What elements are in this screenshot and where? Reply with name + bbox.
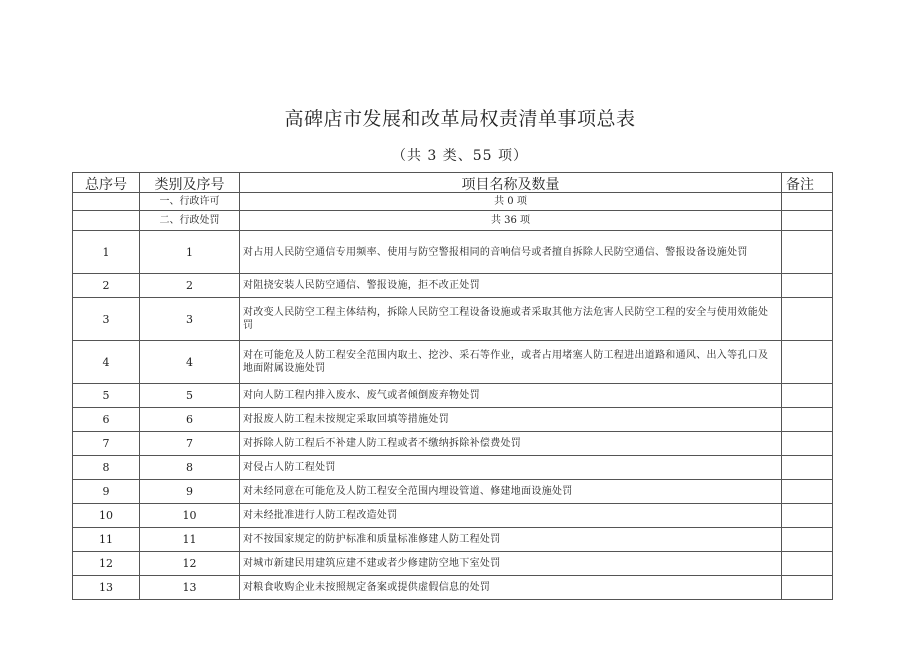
row-item-name: 对拆除人防工程后不补建人防工程或者不缴纳拆除补偿费处罚 [240, 432, 782, 456]
row-seq: 5 [73, 384, 140, 408]
table-row [73, 528, 833, 552]
row-sub-seq: 2 [140, 274, 240, 298]
note-cell [782, 341, 833, 384]
row-item-name: 对报废人防工程未按规定采取回填等措施处罚 [240, 408, 782, 432]
category-label: 二、行政处罚 [140, 211, 240, 231]
row-seq: 2 [73, 274, 140, 298]
row-sub-seq: 4 [140, 341, 240, 384]
table-row [73, 480, 833, 504]
row-item-name: 对改变人民防空工程主体结构，拆除人民防空工程设备设施或者采取其他方法危害人民防空工程的安全与使用效能处罚 [240, 298, 782, 341]
category-seq-cell [73, 211, 140, 231]
category-row [73, 193, 833, 211]
table-row [73, 231, 833, 274]
note-cell [782, 504, 833, 528]
table-row [73, 456, 833, 480]
table-row [73, 341, 833, 384]
table-row [73, 552, 833, 576]
note-cell [782, 298, 833, 341]
note-cell [782, 211, 833, 231]
category-label: 一、行政许可 [140, 193, 240, 211]
note-cell [782, 274, 833, 298]
row-seq: 6 [73, 408, 140, 432]
table-row [73, 298, 833, 341]
table-row [73, 274, 833, 298]
note-cell [782, 408, 833, 432]
note-cell [782, 193, 833, 211]
category-row [73, 211, 833, 231]
row-item-name: 对未经同意在可能危及人防工程安全范围内埋设管道、修建地面设施处罚 [240, 480, 782, 504]
table-row [73, 504, 833, 528]
row-seq: 4 [73, 341, 140, 384]
row-seq: 12 [73, 552, 140, 576]
row-sub-seq: 7 [140, 432, 240, 456]
table-row [73, 408, 833, 432]
row-seq: 11 [73, 528, 140, 552]
row-item-name: 对阻挠安装人民防空通信、警报设施，拒不改正处罚 [240, 274, 782, 298]
row-sub-seq: 3 [140, 298, 240, 341]
header-name: 项目名称及数量 [240, 173, 782, 193]
row-sub-seq: 12 [140, 552, 240, 576]
document-subtitle: （共 3 类、55 项） [391, 148, 529, 164]
row-item-name: 对粮食收购企业未按照规定备案或提供虚假信息的处罚 [240, 576, 782, 600]
note-cell [782, 384, 833, 408]
row-item-name: 对不按国家规定的防护标准和质量标准修建人防工程处罚 [240, 528, 782, 552]
row-sub-seq: 6 [140, 408, 240, 432]
document-title: 高碑店市发展和改革局权责清单事项总表 [284, 108, 636, 130]
category-count: 共 0 项 [240, 193, 782, 211]
row-sub-seq: 8 [140, 456, 240, 480]
note-cell [782, 552, 833, 576]
category-seq-cell [73, 193, 140, 211]
row-item-name: 对占用人民防空通信专用频率、使用与防空警报相同的音响信号或者擅自拆除人民防空通信、警报设备设施处罚 [240, 231, 782, 274]
row-item-name: 对城市新建民用建筑应建不建或者少修建防空地下室处罚 [240, 552, 782, 576]
row-seq: 10 [73, 504, 140, 528]
row-item-name: 对侵占人防工程处罚 [240, 456, 782, 480]
row-item-name: 对未经批准进行人防工程改造处罚 [240, 504, 782, 528]
row-sub-seq: 10 [140, 504, 240, 528]
row-sub-seq: 13 [140, 576, 240, 600]
row-seq: 7 [73, 432, 140, 456]
note-cell [782, 231, 833, 274]
table-row [73, 384, 833, 408]
note-cell [782, 480, 833, 504]
responsibility-table [72, 172, 833, 600]
row-sub-seq: 9 [140, 480, 240, 504]
note-cell [782, 528, 833, 552]
row-sub-seq: 11 [140, 528, 240, 552]
row-seq: 1 [73, 231, 140, 274]
table-header-row [73, 173, 833, 193]
table-row [73, 432, 833, 456]
header-seq: 总序号 [73, 173, 140, 193]
row-sub-seq: 5 [140, 384, 240, 408]
table-row [73, 576, 833, 600]
row-seq: 13 [73, 576, 140, 600]
header-note: 备注 [782, 173, 833, 193]
row-seq: 8 [73, 456, 140, 480]
row-item-name: 对在可能危及人防工程安全范围内取土、挖沙、采石等作业，或者占用堵塞人防工程进出道路和通风、出入等孔口及地面附属设施处罚 [240, 341, 782, 384]
note-cell [782, 456, 833, 480]
row-seq: 9 [73, 480, 140, 504]
category-count: 共 36 项 [240, 211, 782, 231]
row-seq: 3 [73, 298, 140, 341]
note-cell [782, 576, 833, 600]
row-item-name: 对向人防工程内排入废水、废气或者倾倒废弃物处罚 [240, 384, 782, 408]
note-cell [782, 432, 833, 456]
row-sub-seq: 1 [140, 231, 240, 274]
header-category: 类别及序号 [140, 173, 240, 193]
